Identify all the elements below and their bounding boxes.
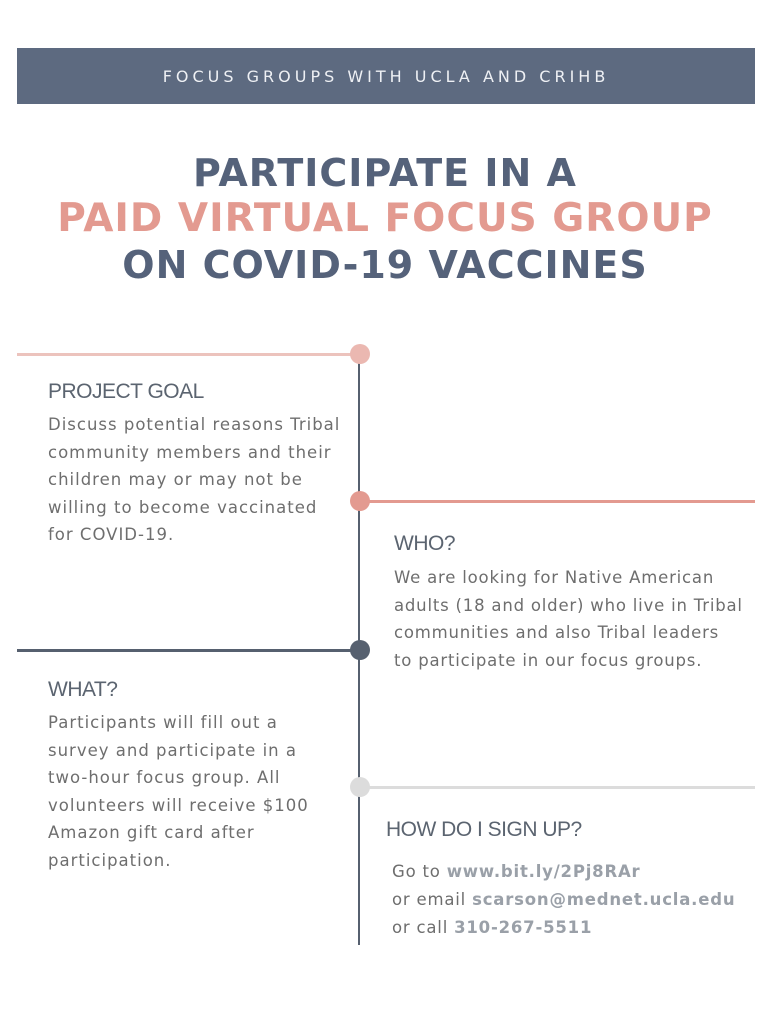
project-goal-dot	[350, 344, 370, 364]
headline-line-1: PARTICIPATE IN A	[193, 151, 577, 195]
who-line: communities and also Tribal leaders	[394, 623, 720, 642]
what-line: survey and participate in a	[48, 740, 297, 760]
project-goal-line: community members and their	[48, 442, 332, 462]
signup-dot	[350, 777, 370, 797]
who-title: WHO?	[394, 532, 455, 555]
project-goal-line: children may or may not be	[48, 470, 303, 489]
signup-email-line	[392, 886, 735, 914]
who-text	[394, 564, 743, 674]
signup-url-line	[392, 858, 735, 886]
project-goal-line: Discuss potential reasons Tribal	[48, 415, 341, 434]
who-divider	[360, 500, 755, 503]
what-line: Amazon gift card after	[48, 823, 255, 842]
what-line: Participants will fill out a	[48, 713, 278, 732]
banner-text: FOCUS GROUPS WITH UCLA AND CRIHB	[162, 66, 610, 86]
signup-email-link[interactable]: scarson@mednet.ucla.edu	[472, 890, 736, 909]
signup-title: HOW DO I SIGN UP?	[386, 818, 582, 841]
what-line: volunteers will receive $100	[48, 795, 309, 815]
signup-url-prefix: Go to	[392, 862, 447, 881]
what-divider	[17, 649, 359, 652]
what-line: participation.	[48, 850, 172, 870]
what-line: two-hour focus group. All	[48, 768, 281, 787]
project-goal-title: PROJECT GOAL	[48, 380, 204, 403]
signup-text	[392, 858, 735, 942]
project-goal-text	[48, 411, 340, 549]
signup-email-prefix: or email	[392, 890, 473, 909]
what-text	[48, 709, 309, 874]
headline-line-3: ON COVID-19 VACCINES	[122, 243, 648, 287]
signup-phone-line	[392, 914, 735, 942]
signup-divider	[360, 786, 755, 789]
who-dot	[350, 491, 370, 511]
project-goal-line: willing to become vaccinated	[48, 497, 318, 517]
signup-url-link[interactable]: www.bit.ly/2Pj8RAr	[446, 862, 641, 881]
project-goal-line: for COVID-19.	[48, 525, 175, 544]
project-goal-divider	[17, 353, 359, 356]
who-line: adults (18 and older) who live in Tribal	[394, 595, 743, 615]
headline	[0, 150, 770, 288]
header-banner	[17, 48, 755, 104]
signup-phone-prefix: or call	[392, 918, 455, 937]
signup-phone-link[interactable]: 310-267-5511	[454, 918, 593, 937]
headline-line-2: PAID VIRTUAL FOCUS GROUP	[57, 196, 713, 241]
what-dot	[350, 640, 370, 660]
who-line: to participate in our focus groups.	[394, 650, 703, 670]
what-title: WHAT?	[48, 678, 118, 701]
who-line: We are looking for Native American	[394, 568, 715, 587]
